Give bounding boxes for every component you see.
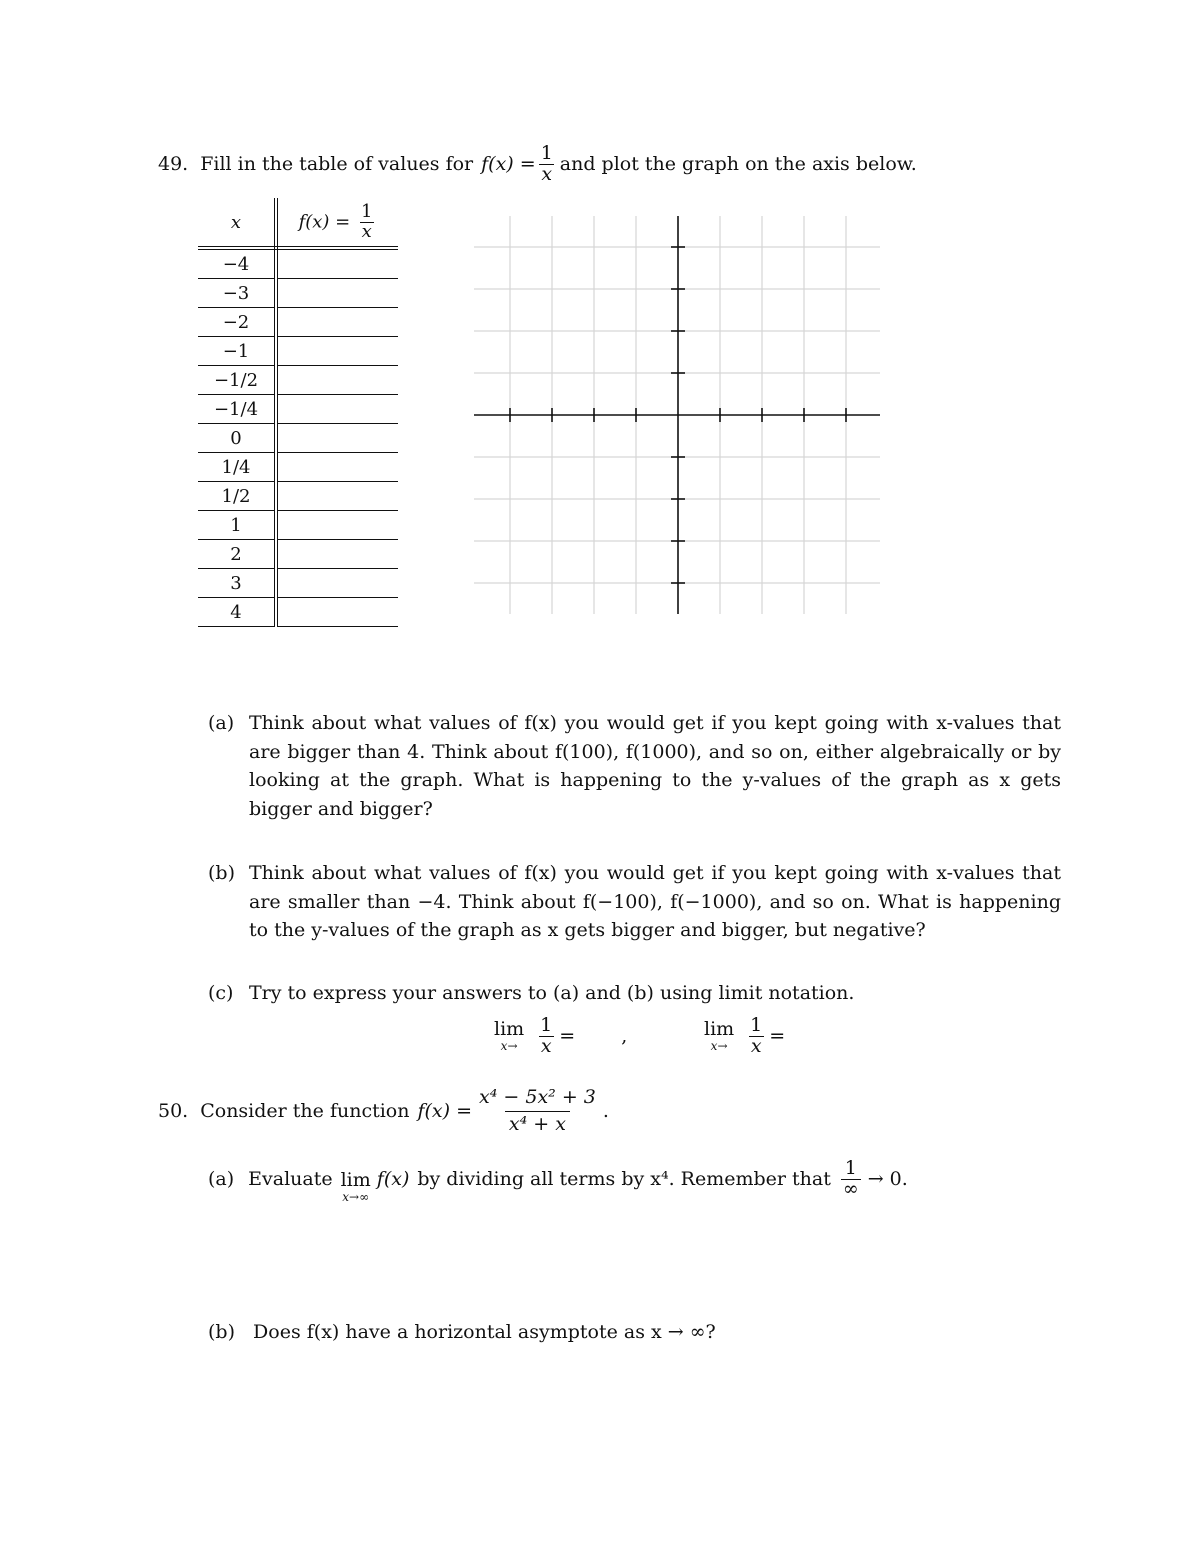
table-row <box>198 569 398 598</box>
q49-part-a-label: (a) <box>208 712 235 734</box>
q49-heading <box>158 140 917 188</box>
table-f-blank[interactable] <box>276 395 398 424</box>
axes <box>474 216 880 614</box>
table-row <box>198 598 398 627</box>
q49-part-b-label: (b) <box>208 862 235 884</box>
q50-part-a-mid: by dividing all terms by x⁴. Remember that <box>417 1168 831 1191</box>
table-f-blank[interactable] <box>276 424 398 453</box>
table-header-den: x <box>361 220 372 242</box>
limit-1-operator <box>494 1019 524 1053</box>
q50-part-a-fraction <box>841 1156 861 1200</box>
table-f-blank[interactable] <box>276 482 398 511</box>
table-header-x: x <box>198 198 276 248</box>
table-header-row <box>198 198 398 248</box>
table-row <box>198 279 398 308</box>
q50-heading <box>158 1088 609 1135</box>
table-row <box>198 308 398 337</box>
limit-1-fraction <box>538 1016 554 1057</box>
table-header-num: 1 <box>360 200 373 222</box>
q49-fraction <box>539 141 555 185</box>
table-f-blank[interactable] <box>276 366 398 395</box>
table-header-fraction <box>359 200 374 242</box>
limit-1-sub: x→ <box>500 1039 518 1054</box>
limit-1-lim: lim <box>494 1018 525 1041</box>
q50-part-a-den: ∞ <box>842 1177 859 1200</box>
table-x-value: −1/4 <box>198 395 276 424</box>
limit-2-den: x <box>750 1034 762 1057</box>
limit-1-equals: = <box>559 1025 576 1048</box>
limit-2-num: 1 <box>750 1014 763 1036</box>
q50-func-lhs: f(x) = <box>417 1100 473 1123</box>
limit-expression-1 <box>494 1016 627 1057</box>
table-row <box>198 337 398 366</box>
q50-limit-operator <box>341 1170 371 1204</box>
table-x-value: 3 <box>198 569 276 598</box>
table-row <box>198 453 398 482</box>
q49-part-c-text: Try to express your answers to (a) and (b) using limit notation. <box>249 982 855 1004</box>
limit-2-operator <box>704 1019 734 1053</box>
q49-frac-den: x <box>541 162 553 185</box>
q49-number: 49. <box>158 153 189 175</box>
q50-number: 50. <box>158 1100 189 1123</box>
table-f-blank[interactable] <box>276 248 398 279</box>
table-f-blank[interactable] <box>276 337 398 366</box>
q49-text-before: Fill in the table of values for <box>200 153 474 175</box>
table-row <box>198 482 398 511</box>
table-x-value: −1 <box>198 337 276 366</box>
table-header-f-lhs: f(x) = <box>298 211 351 232</box>
table-f-blank[interactable] <box>276 308 398 337</box>
q50-limit-sub: x→∞ <box>342 1189 370 1204</box>
table-f-blank[interactable] <box>276 453 398 482</box>
table-row <box>198 540 398 569</box>
limit-2-equals: = <box>769 1025 786 1048</box>
q50-part-a-label: (a) <box>208 1168 235 1191</box>
table-x-value: −2 <box>198 308 276 337</box>
limit-2-lim: lim <box>704 1018 735 1041</box>
table-f-blank[interactable] <box>276 598 398 627</box>
limit-expression-2 <box>704 1016 785 1057</box>
q50-part-b-label: (b) <box>208 1321 235 1343</box>
limit-1-den: x <box>540 1034 552 1057</box>
table-x-value: 0 <box>198 424 276 453</box>
table-x-value: −4 <box>198 248 276 279</box>
q49-part-b-text: Think about what values of f(x) you would get if you kept going with x-values that are smaller than −4. Think about f(−100), f(−1000), and so on. What is happening to the y-values of the graph as x gets bigger and bigger, but negative? <box>249 862 1061 941</box>
q50-part-a-evaluate: Evaluate <box>248 1168 333 1191</box>
table-f-blank[interactable] <box>276 569 398 598</box>
table-x-value: 4 <box>198 598 276 627</box>
q50-numerator: x⁴ − 5x² + 3 <box>479 1086 596 1108</box>
q50-period: . <box>602 1100 609 1123</box>
q50-part-b <box>208 1318 716 1346</box>
limit-2-sub: x→ <box>710 1039 728 1054</box>
table-f-blank[interactable] <box>276 279 398 308</box>
q49-part-a-text: Think about what values of f(x) you would get if you kept going with x-values that are bigger than 4. Think about f(100), f(1000), and so on, either algebraically or by looking at the graph. What is happening to the y-values of the graph as x gets bigger and bigger? <box>249 712 1061 820</box>
q50-part-a <box>208 1154 908 1204</box>
q49-frac-num: 1 <box>540 141 553 164</box>
q50-part-a-fx: f(x) <box>376 1168 410 1191</box>
q49-func-lhs: f(x) = <box>481 153 536 175</box>
table-x-value: −1/2 <box>198 366 276 395</box>
limit-separator: , <box>621 1025 628 1048</box>
table-row <box>198 511 398 540</box>
table-x-value: 2 <box>198 540 276 569</box>
table-row <box>198 395 398 424</box>
q50-part-a-end: → 0. <box>867 1168 908 1191</box>
table-x-value: 1/2 <box>198 482 276 511</box>
q49-part-c-label: (c) <box>208 982 234 1004</box>
q49-text-after: and plot the graph on the axis below. <box>559 153 917 175</box>
q50-denominator: x⁴ + x <box>505 1111 570 1135</box>
table-row <box>198 424 398 453</box>
table-x-value: 1 <box>198 511 276 540</box>
q50-text: Consider the function <box>200 1100 410 1123</box>
table-f-blank[interactable] <box>276 540 398 569</box>
q50-fraction <box>475 1088 600 1135</box>
limit-2-fraction <box>748 1016 764 1057</box>
coordinate-grid <box>470 212 885 618</box>
table-row <box>198 366 398 395</box>
limit-1-num: 1 <box>540 1014 553 1036</box>
q50-part-b-text: Does f(x) have a horizontal asymptote as x → ∞? <box>253 1321 716 1343</box>
q50-limit-lim: lim <box>340 1169 371 1191</box>
table-row <box>198 248 398 279</box>
values-table <box>198 198 398 627</box>
table-f-blank[interactable] <box>276 511 398 540</box>
table-x-value: 1/4 <box>198 453 276 482</box>
table-header-f <box>276 198 398 248</box>
q50-part-a-num: 1 <box>844 1156 857 1179</box>
table-x-value: −3 <box>198 279 276 308</box>
